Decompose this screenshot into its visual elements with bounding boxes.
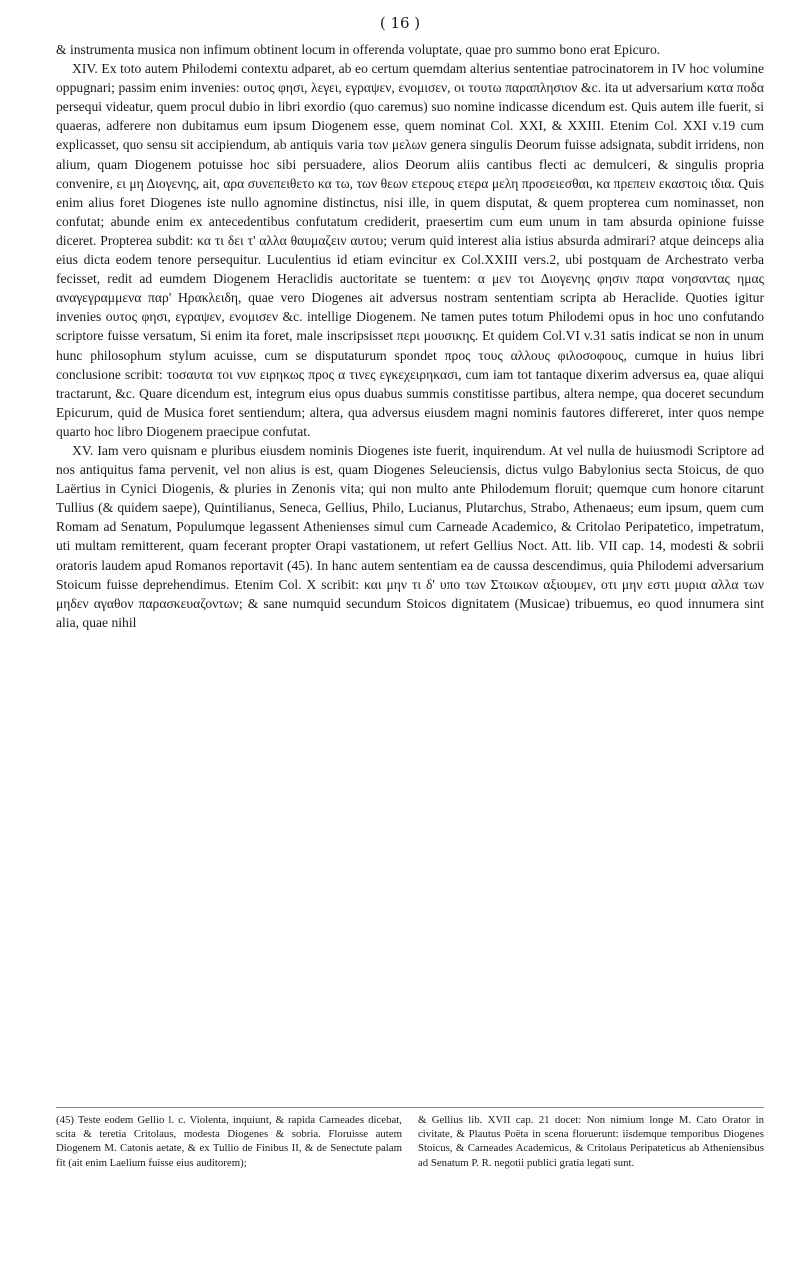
footnote-divider xyxy=(56,1107,764,1108)
footnotes xyxy=(56,1113,764,1170)
footnote-left-column: (45) Teste eodem Gellio l. c. Violenta, inquiunt, & rapida Carneades dicebat, scita & teretia Critolaus, modesta Diogenes & sobria. Floruisse autem Diogenem M. Catonis aetate, & ex Tullio de Finibus II, & de Senectute palam fit (ait enim Laelium fuisse eius auditorem); xyxy=(56,1114,402,1169)
paragraph-xiv: XIV. Ex toto autem Philodemi contextu adparet, ab eo certum quemdam alterius sententiae patrocinatorem in IV hoc volumine oppugnari; passim enim invenies: ουτος φησι, λεγει, εγραψεν, ενομισεν, οι τουτω παραπλησιον &c. ita ut adversarium κατα ποδα persequi videatur, quem procul dubio in libri exordio (quo caremus) suo nomine indicasse dicendum est. Quis autem ille fuerit, si quaeras, adferere non dubitamus eum ipsum Diogenem esse, quem nominat Col. XXI, & XXIII. Etenim Col. XXI v.19 cum explicasset, quo sensu sit accipiendum, ab antiquis varia των μελων genera singulis Deorum fuisse adsignata, subdit irridens, non alium, quam Diogenem potuisse hoc sibi persuadere, alios Deorum aliis cantibus flecti ac demulceri, & singulis propria convenire, ει μη Διογενης, ait, αρα συνεπειθετο κα τω, των θεων ετερους ετερα μελη προσειεσθαι, κα πρεπειν εκαστοις ιδια. Quis enim alius foret Diogenes iste nullo agnomine distinctus, nisi ille, in quem disputat, & quem propterea cum nominasset, non confutat; abunde enim ex antecedentibus confutatum crediderit, praesertim cum eum unum in tam absurda opinione fuisse diceret. Propterea subdit: κα τι δει τ' αλλα θαυμαζειν αυτου; verum quid interest alia istius absurda admirari? atque deinceps alia eius dicta eodem tenore persequitur. Luculentius id etiam evincitur ex Col.XXIII vers.2, ubi postquam de Archestrato verba fecisset, redit ad eumdem Diogenem Heraclidis auctoritate se tuentem: α μεν τοι Διογενης φησιν παρα νοησαντας ημας αναγεγραμμενα παρ' Ηρακλειδη, quae vero Diogenes ait adversus nostram sententiam scripta ab Heraclide. Quoties igitur invenies ουτος φησι, εγραψεν, ενομισεν &c. intellige Diogenem. Ne tamen putes totum Philodemi opus in hoc uno confutando scriptore fuisse versatum, Si enim ita foret, male inscripsisset περι μουσικης. Et quidem Col.VI v.31 satis indicat se non in unum hunc philosophum stylum acuisse, cum se disputaturum spondet προς τους αλλους φιλοσοφους, cumque in huius libri conclusione scribit: τοσαυτα τοι νυν ειρηκως προς α τινες εγκεχειρηκασι, cum iam tot tantaque dixerim adversus ea, quae aliqui tractarunt, &c. Quare dicendum est, integrum eius opus duabus summis constitisse partibus, altera nempe, qua doceret secundum Epicurum, quid de Musica foret sentiendum; altera, qua adversus eiusdem magni nominis fautores differeret, inter quos nempe quarto hoc libro Diogenem praecipue confutat. xyxy=(56,61,764,439)
paragraph-xv: XV. Iam vero quisnam e pluribus eiusdem nominis Diogenes iste fuerit, inquirendum. At vel nulla de huiusmodi Scriptore ad nos antiquitus fama pervenit, vel non alius is est, quam Diogenes Seleuciensis, dictus vulgo Babylonius secta Stoicus, de quo Laërtius in Cynici Diogenis, & pluries in Zenonis vita; qui non multo ante Philodemum floruit; quemque cum honore citarunt Tullius (& quidem saepe), Quintilianus, Seneca, Gellius, Philo, Lucianus, Plutarchus, Strabo, Athenaeus; eum ipsum, quem cum Romam ad Senatum, Populumque legassent Athenienses simul cum Carneade Academico, & Critolao Peripatetico, impetratum, uti multam remitterent, quam fecerant propter Orapi vastationem, ut refert Gellius Noct. Att. lib. VII cap. 14, modesti & sobrii oratoris laudem apud Romanos reportavit (45). In hanc autem sententiam ea de caussa descendimus, quia Philodemi adversarium Stoicum fuisse deprehendimus. Etenim Col. X scribit: και μην τι δ' υπο των Στωικων αξιουμεν, οτι μην εστι μυρια αλλα των μηδεν αγαθον παρασκευαζοντων; & sane numquid secundum Stoicos dignitatem (Musicae) tribuemus, eo quod innumera sint alia, quae nihil xyxy=(56,442,764,630)
page-number: ( 16 ) xyxy=(379,14,421,32)
main-text xyxy=(56,40,764,632)
footnote-right-column: & Gellius lib. XVII cap. 21 docet: Non nimium longe M. Cato Orator in civitate, & Plautus Poëta in scena floruerunt: iisdemque temporibus Diogenes Stoicus, & Carneades Academicus, & Critolaus Peripateticus ab Atheniensibus ad Senatum P. R. negotii publici gratia legati sunt. xyxy=(418,1114,764,1169)
paragraph-intro: & instrumenta musica non infimum obtinent locum in offerenda voluptate, quae pro summo bono erat Epicuro. xyxy=(56,42,661,57)
